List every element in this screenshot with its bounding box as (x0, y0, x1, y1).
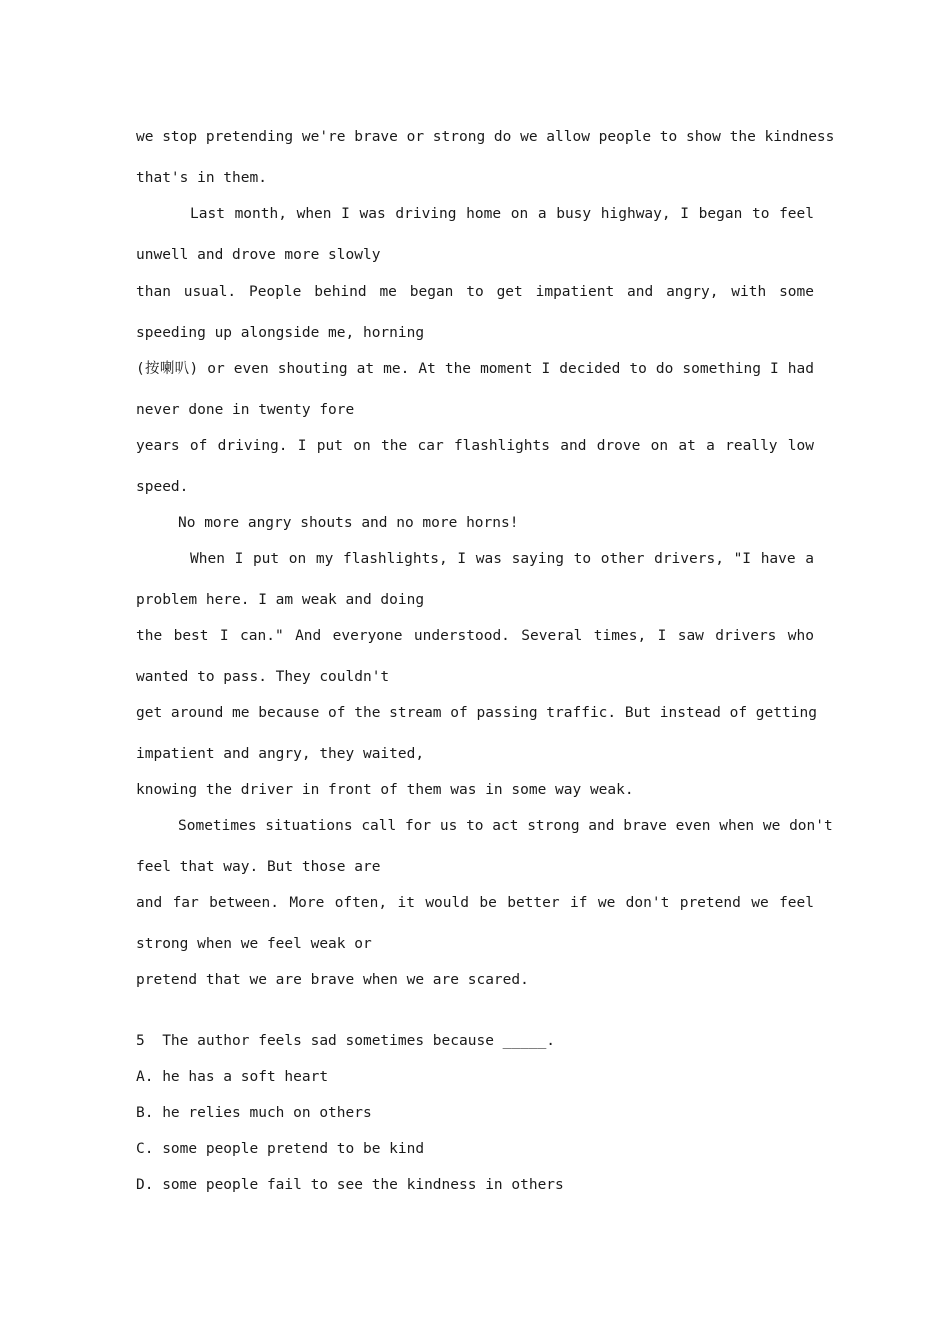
passage-line: strong when we feel weak or (136, 936, 372, 952)
passage-line: feel that way. But those are (136, 859, 381, 875)
passage-line: knowing the driver in front of them was in some way weak. (136, 782, 634, 798)
passage-line: never done in twenty fore (136, 402, 355, 418)
paragraph-start-line: Last month, when I was driving home on a busy highway, I began to feel (190, 206, 814, 222)
passage-line: and far between. More often, it would be better if we don't pretend we feel (136, 895, 814, 911)
paragraph-start-line: No more angry shouts and no more horns! (178, 515, 519, 531)
passage-line: (按喇叭) or even shouting at me. At the moment I decided to do something I had (136, 361, 814, 377)
option-c: C. some people pretend to be kind (136, 1141, 425, 1157)
passage-line: speed. (136, 479, 189, 495)
passage-line: speeding up alongside me, horning (136, 325, 425, 341)
passage-line: problem here. I am weak and doing (136, 592, 425, 608)
option-d: D. some people fail to see the kindness in others (136, 1177, 564, 1193)
paragraph-start-line: Sometimes situations call for us to act strong and brave even when we don't (178, 818, 833, 834)
passage-line: we stop pretending we're brave or strong do we allow people to show the kindness (136, 129, 835, 145)
passage-line: unwell and drove more slowly (136, 247, 381, 263)
passage-line: wanted to pass. They couldn't (136, 669, 390, 685)
passage-line: that's in them. (136, 170, 267, 186)
passage-line: than usual. People behind me began to get impatient and angry, with some (136, 284, 814, 300)
passage-line: the best I can." And everyone understood. Several times, I saw drivers who (136, 628, 814, 644)
passage-line: pretend that we are brave when we are scared. (136, 972, 529, 988)
passage-line: years of driving. I put on the car flashlights and drove on at a really low (136, 438, 814, 454)
option-b: B. he relies much on others (136, 1105, 372, 1121)
passage-line: impatient and angry, they waited, (136, 746, 425, 762)
paragraph-start-line: When I put on my flashlights, I was saying to other drivers, "I have a (190, 551, 814, 567)
option-a: A. he has a soft heart (136, 1069, 329, 1085)
passage-line: get around me because of the stream of passing traffic. But instead of getting (136, 705, 817, 721)
question-stem: 5 The author feels sad sometimes because _____. (136, 1033, 556, 1049)
